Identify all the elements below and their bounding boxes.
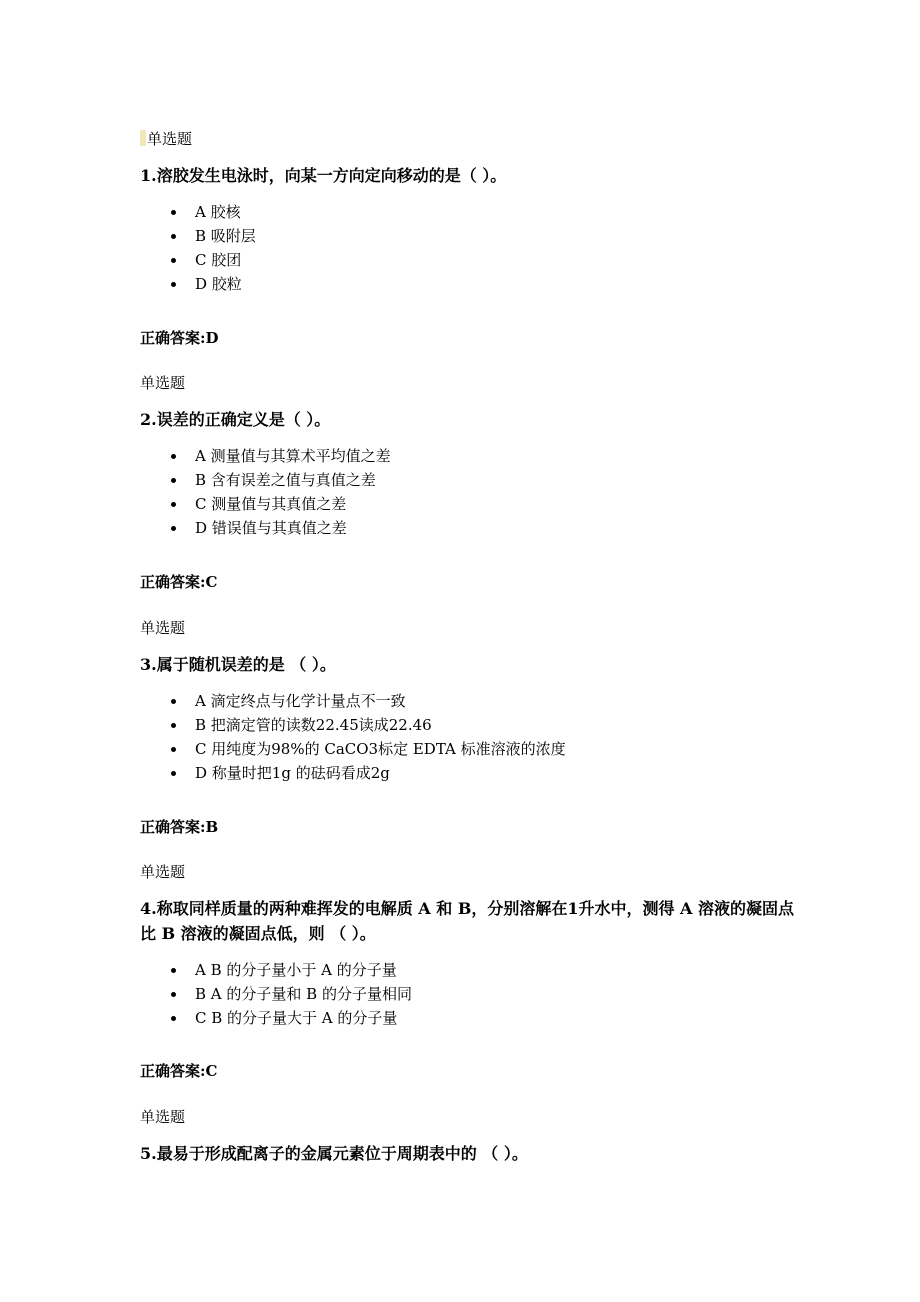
- option-list: [140, 958, 800, 1030]
- bullet-icon: [171, 992, 176, 997]
- bullet-icon: [171, 478, 176, 483]
- question-block-5: [140, 1107, 800, 1166]
- bullet-icon: [171, 258, 176, 263]
- bullet-icon: [171, 502, 176, 507]
- option-item: A B 的分子量小于 A 的分子量: [140, 958, 800, 982]
- question-type-label: 单选题: [140, 863, 186, 881]
- option-list: [140, 444, 800, 540]
- option-list: [140, 200, 800, 296]
- option-item: C B 的分子量大于 A 的分子量: [140, 1006, 800, 1030]
- question-text: 3.属于随机误差的是 （ ）。: [140, 655, 336, 674]
- option-item: B A 的分子量和 B 的分子量相同: [140, 982, 800, 1006]
- option-item: D 称量时把1g 的砝码看成2g: [140, 761, 800, 785]
- bullet-icon: [171, 968, 176, 973]
- correct-answer: 正确答案:B: [140, 818, 219, 836]
- option-item: B 含有误差之值与真值之差: [140, 468, 800, 492]
- bullet-icon: [171, 771, 176, 776]
- question-block-1: [140, 129, 800, 347]
- option-list: [140, 689, 800, 785]
- correct-answer: 正确答案:C: [140, 1062, 218, 1080]
- question-text: 1.溶胶发生电泳时，向某一方向定向移动的是（ ）。: [140, 166, 507, 185]
- bullet-icon: [171, 699, 176, 704]
- text-cursor-marker: [140, 130, 146, 146]
- bullet-icon: [171, 1016, 176, 1021]
- question-block-3: [140, 618, 800, 836]
- question-text: 5.最易于形成配离子的金属元素位于周期表中的 （ ）。: [140, 1144, 528, 1163]
- option-item: A 测量值与其算术平均值之差: [140, 444, 800, 468]
- question-block-4: [140, 862, 800, 1080]
- option-item: C 测量值与其真值之差: [140, 492, 800, 516]
- question-type-label: 单选题: [140, 1108, 186, 1126]
- option-item: B 吸附层: [140, 224, 800, 248]
- option-item: B 把滴定管的读数22.45读成22.46: [140, 713, 800, 737]
- bullet-icon: [171, 526, 176, 531]
- option-item: C 胶团: [140, 248, 800, 272]
- bullet-icon: [171, 282, 176, 287]
- option-item: A 胶核: [140, 200, 800, 224]
- bullet-icon: [171, 234, 176, 239]
- question-type-label: 单选题: [140, 619, 186, 637]
- correct-answer: 正确答案:C: [140, 573, 218, 591]
- bullet-icon: [171, 747, 176, 752]
- bullet-icon: [171, 723, 176, 728]
- option-item: A 滴定终点与化学计量点不一致: [140, 689, 800, 713]
- option-item: C 用纯度为98%的 CaCO3标定 EDTA 标准溶液的浓度: [140, 737, 800, 761]
- question-type-label: 单选题: [140, 374, 186, 392]
- bullet-icon: [171, 210, 176, 215]
- question-text: 2.误差的正确定义是（ ）。: [140, 410, 331, 429]
- question-block-2: [140, 373, 800, 591]
- correct-answer: 正确答案:D: [140, 329, 219, 347]
- question-text: 4.称取同样质量的两种难挥发的电解质 A 和 B，分别溶解在1升水中，测得 A 溶液的凝固点比 B 溶液的凝固点低，则 （ ）。: [140, 899, 795, 943]
- option-item: D 错误值与其真值之差: [140, 516, 800, 540]
- question-type-label: 单选题: [140, 129, 800, 149]
- bullet-icon: [171, 454, 176, 459]
- option-item: D 胶粒: [140, 272, 800, 296]
